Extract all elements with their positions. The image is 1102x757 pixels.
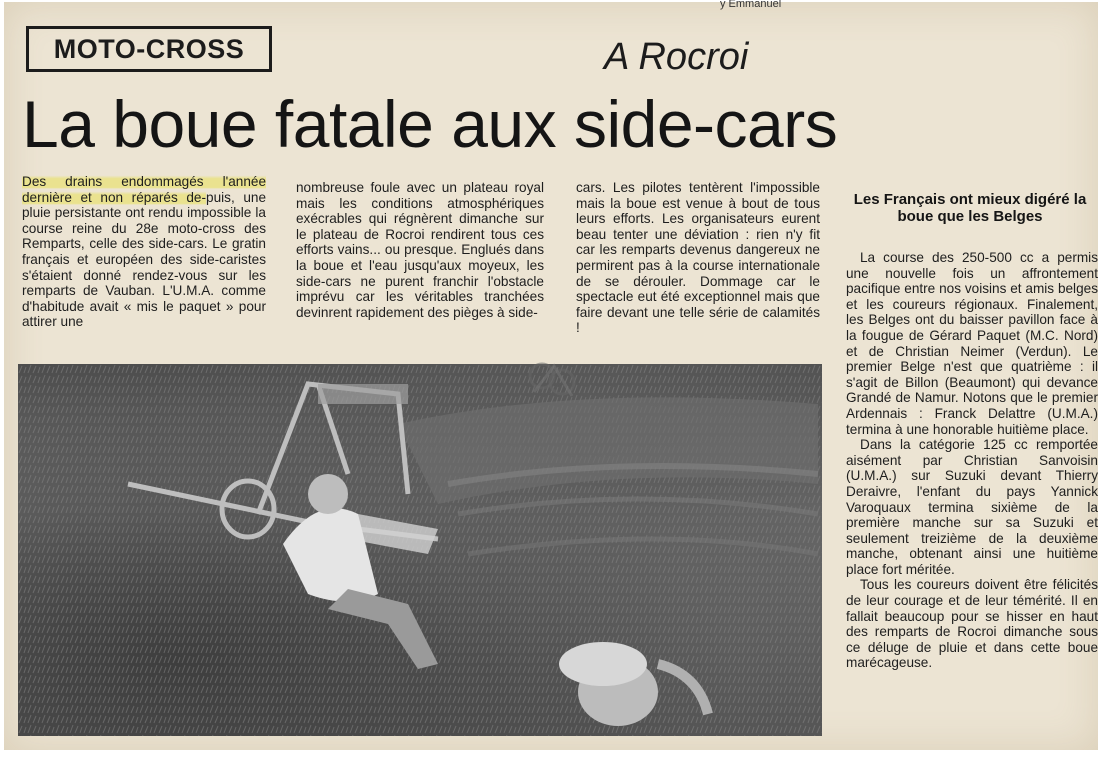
section-label: MOTO-CROSS [53, 33, 245, 64]
photo-illustration [18, 364, 822, 736]
cut-off-text-fragment: y Emmanuel [720, 0, 782, 10]
article-column-3: cars. Les pilotes tentèrent l'impossible mais la boue est venue à bout de tous leurs efforts. Les organisateurs eurent beau tenter une déviation : rien n'y fit car les remparts devenus dangereux ne permirent pas à la course internationale de se dérouler. Dommage car le spectacle eut été exceptionnel mais que faire devant une telle série de calamités ! [576, 180, 820, 336]
sidebar-paragraph-3: Tous les coureurs doivent être félicités de leur courage et de leur témérité. Il en fallait beaucoup pour se hisser en haut des remparts de Rocroi dimanche sous ce déluge de pluie et dans cette boue marécageuse. [846, 577, 1098, 671]
headline: La boue fatale aux side-cars [22, 87, 838, 161]
highlighted-lead: Des drains endommagés l'année dernière et non réparés de- [22, 174, 266, 205]
watermark-stamp-icon [520, 352, 584, 408]
article-column-2: nombreuse foule avec un plateau royal mais les conditions atmosphériques exécrables qui régnèrent dimanche sur le plateau de Rocroi rendirent tous ces efforts vains... ou presque. Englués dans la boue et l'eau jusqu'aux moyeux, les side-cars ne purent franchir l'obstacle imprévu car les véritables tranchées devinrent rapidement des pièges à side- [296, 180, 544, 320]
sidebar-title: Les Français ont mieux digéré la boue que les Belges [853, 191, 1087, 225]
article-column-1 [22, 174, 266, 330]
sidebar-column [846, 250, 1098, 671]
photo-sidecar-in-mud [18, 364, 822, 736]
sidebar-paragraph-1: La course des 250-500 cc a permis une nouvelle fois un affrontement pacifique entre nos voisins et amis belges et les coureurs régionaux. Finalement, les Belges ont du baisser pavillon face à la fougue de Gérard Paquet (M.C. Nord) et de Christian Neimer (Verdun). Le premier Belge n'est que quatrième : il s'agit de Billon (Beaumont) qui devance Grandé de Namur. Notons que le premier Ardennais : Franck Delattre (U.M.A.) termina à une honorable huitième place. [846, 250, 1098, 437]
section-box [26, 26, 272, 72]
location-dateline: A Rocroi [604, 36, 749, 78]
sidebar-paragraph-2: Dans la catégorie 125 cc remportée aisément par Christian Sanvoisin (U.M.A.) sur Suzuki devant Thierry Deraivre, l'enfant du pays Yannick Varoquaux termina sixième de la première manche sur sa Suzuki et seulement treizième de la deuxième manche, obtenant ainsi une huitième place fort méritée. [846, 437, 1098, 577]
column-1-text: puis, une pluie persistante ont rendu impossible la course reine du 28e moto-cross des Remparts, celle des side-cars. Le gratin français et européen des side-caristes s'étaient donné rendez-vous sur les remparts de Vauban. L'U.M.A. comme d'habitude avait « mis le paquet » pour attirer une [22, 189, 267, 330]
